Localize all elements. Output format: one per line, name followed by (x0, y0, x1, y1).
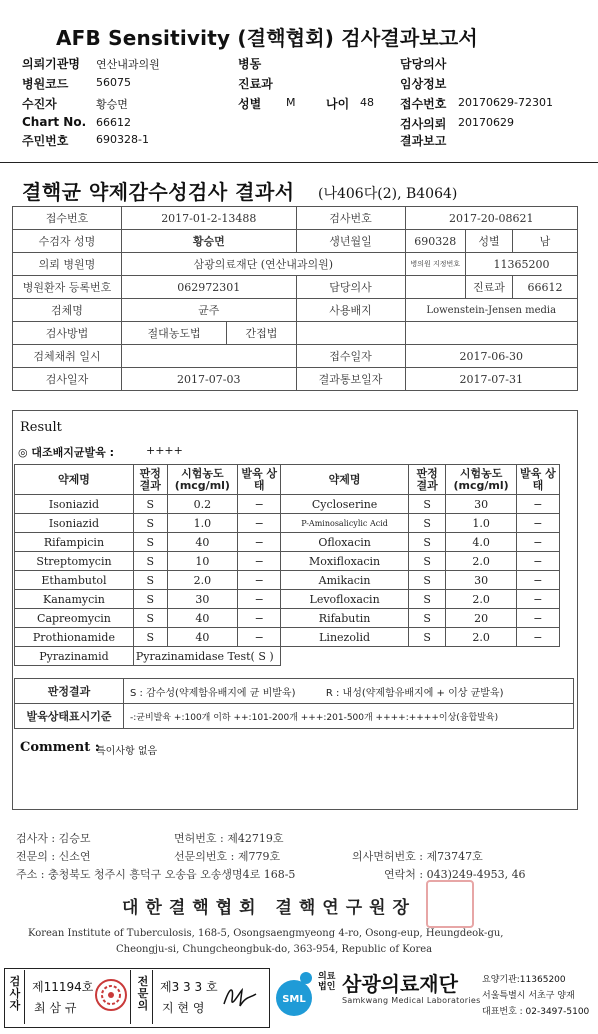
field-label-test-request: 검사의뢰 (400, 117, 447, 131)
info-label-notify: 결과통보일자 (296, 368, 405, 391)
pyrazinamidase-test: Pyrazinamidase Test( S ) (133, 647, 280, 666)
drug-conc-right: 1.0 (446, 514, 516, 533)
drug-conc-left: 30 (167, 590, 237, 609)
info-label-birth: 생년월일 (296, 230, 405, 253)
info-label-doctor: 담당의사 (296, 276, 405, 299)
legend-table (14, 678, 574, 729)
info-label-test-no: 검사번호 (296, 207, 405, 230)
institute-seal-icon (426, 880, 474, 928)
info-value-sex: 남 (513, 230, 578, 253)
legend-judge-values (124, 679, 574, 704)
drug-growth-left: − (238, 571, 281, 590)
drug-growth-right: − (516, 590, 559, 609)
drug-growth-right: − (516, 533, 559, 552)
drug-growth-left: − (238, 552, 281, 571)
sml-logo-text: SML (282, 994, 306, 1005)
field-label-chart-no: Chart No. (22, 115, 87, 129)
info-value-specimen: 균주 (122, 299, 297, 322)
drug-judge-right: S (408, 609, 446, 628)
drug-conc-left: 0.2 (167, 495, 237, 514)
drug-name-left: Prothionamide (15, 628, 134, 647)
drug-name-right: Rifabutin (281, 609, 409, 628)
sml-logo-icon (272, 966, 316, 1026)
drug-name-right: Linezolid (281, 628, 409, 647)
drug-judge-left: S (133, 495, 167, 514)
header-growth-right: 발육 상태 (516, 465, 559, 495)
org-address: 서울특별시 서초구 양재 (482, 991, 575, 1001)
drug-name-left: Kanamycin (15, 590, 134, 609)
drug-growth-right: − (516, 609, 559, 628)
scan-report-code: (나406다(2), B4064) (318, 186, 458, 202)
header-growth-left: 발육 상태 (238, 465, 281, 495)
info-label-sex: 성별 (466, 230, 513, 253)
drug-judge-right: S (408, 628, 446, 647)
drug-growth-right: − (516, 514, 559, 533)
address-english-line2: Cheongju-si, Chungcheongbuk-do, 363-954, Republic of Korea (116, 944, 433, 955)
drug-conc-right: 2.0 (446, 628, 516, 647)
field-value-institution: 연산내과의원 (96, 58, 160, 71)
field-label-institution: 의뢰기관명 (22, 57, 80, 71)
org-type-label: 의료법인 (318, 972, 336, 992)
drug-conc-left: 2.0 (167, 571, 237, 590)
patient-info-table (12, 206, 578, 391)
drug-name-left: Isoniazid (15, 495, 134, 514)
field-label-age: 나이 (326, 97, 350, 111)
drug-judge-right: S (408, 533, 446, 552)
tester-license-no: 제11194호 (32, 980, 94, 994)
footer-tester: 검사자 : 김승모 (16, 832, 91, 845)
drug-judge-left: S (133, 514, 167, 533)
field-label-ward: 병동 (238, 57, 262, 71)
tester-vertical-label: 검사자 (9, 975, 21, 1012)
drug-conc-left: 40 (167, 533, 237, 552)
info-empty-cell (405, 322, 577, 345)
field-label-department: 진료과 (238, 77, 273, 91)
info-value-collect (122, 345, 297, 368)
drug-name-left: Isoniazid (15, 514, 134, 533)
drug-growth-left: − (238, 590, 281, 609)
empty-cell (281, 647, 560, 666)
legend-judge-r: R : 내성(약제함유배지에 + 이상 균발육) (325, 687, 504, 699)
field-label-sex: 성별 (238, 97, 262, 111)
drug-judge-right: S (408, 590, 446, 609)
drug-name-right: Moxifloxacin (281, 552, 409, 571)
signature-divider (130, 970, 131, 1024)
legend-growth-label: 발육상태표시기준 (15, 704, 124, 729)
drug-conc-right: 4.0 (446, 533, 516, 552)
field-value-test-request: 20170629 (458, 116, 514, 129)
specialist-vertical-label: 전문의 (137, 975, 149, 1012)
info-label-dept: 진료과 (466, 276, 513, 299)
info-value-designated: 11365200 (466, 253, 578, 276)
table-row (15, 571, 560, 590)
specialist-name: 지 현 영 (162, 1001, 205, 1015)
drug-conc-right: 30 (446, 495, 516, 514)
drug-name-right: Ofloxacin (281, 533, 409, 552)
field-label-receipt-no: 접수번호 (400, 97, 447, 111)
legend-growth-text: -:균비발육 +:100개 이하 ++:101-200개 +++:201-500개 ++++:++++이상(융합발육) (124, 704, 574, 729)
drug-judge-right: S (408, 552, 446, 571)
drug-judge-left: S (133, 590, 167, 609)
info-label-designated: 병의원 지정번호 (405, 253, 465, 276)
drug-growth-right: − (516, 628, 559, 647)
header-conc-right: 시험농도 (mcg/ml) (446, 465, 516, 495)
org-phone: 대표번호 : 02-3497-5100 (482, 1007, 590, 1017)
drug-conc-left: 40 (167, 609, 237, 628)
drug-susceptibility-table (14, 464, 560, 666)
info-label-collect: 검체채취 일시 (13, 345, 122, 368)
tester-name: 최 삼 규 (34, 1001, 77, 1015)
drug-name-left: Ethambutol (15, 571, 134, 590)
address-english-line1: Korean Institute of Tuberculosis, 168-5, Osongsaengmyeong 4-ro, Osong-eup, Heungdeok-gu, (28, 928, 504, 939)
drug-growth-left: − (238, 514, 281, 533)
drug-growth-right: − (516, 552, 559, 571)
legend-judge-s: S : 감수성(약제함유배지에 균 비발육) (130, 687, 296, 699)
drug-judge-left: S (133, 571, 167, 590)
table-row (15, 495, 560, 514)
report-title: AFB Sensitivity (결핵협회) 검사결과보고서 (56, 26, 478, 50)
info-label-receipt-no: 접수번호 (13, 207, 122, 230)
table-row (15, 552, 560, 571)
field-value-hospital-code: 56075 (96, 76, 131, 89)
field-label-result-report: 결과보고 (400, 134, 447, 148)
field-label-resident-no: 주민번호 (22, 134, 69, 148)
info-value-birth: 690328 (405, 230, 465, 253)
field-value-age: 48 (360, 96, 374, 109)
drug-growth-right: − (516, 495, 559, 514)
drug-judge-right: S (408, 571, 446, 590)
info-label-medium: 사용배지 (296, 299, 405, 322)
header-divider (0, 162, 598, 163)
drug-conc-right: 2.0 (446, 590, 516, 609)
info-value-notify: 2017-07-31 (405, 368, 577, 391)
field-label-patient: 수진자 (22, 97, 57, 111)
drug-name-right: Cycloserine (281, 495, 409, 514)
drug-name-right: Amikacin (281, 571, 409, 590)
info-label-received: 접수일자 (296, 345, 405, 368)
info-label-method: 검사방법 (13, 322, 122, 345)
control-growth-label: ◎ 대조배지균발육 : (18, 446, 115, 459)
drug-conc-right: 2.0 (446, 552, 516, 571)
institute-name: 대한결핵협회 결핵연구원장 (122, 898, 416, 918)
drug-judge-right: S (408, 495, 446, 514)
drug-judge-left: S (133, 533, 167, 552)
scan-report-title: 결핵균 약제감수성검사 결과서 (22, 180, 295, 204)
info-value-testdate: 2017-07-03 (122, 368, 297, 391)
header-judge-left: 판정 결과 (133, 465, 167, 495)
org-english-name: Samkwang Medical Laboratories (342, 996, 481, 1005)
drug-conc-left: 10 (167, 552, 237, 571)
info-value-medium: Lowenstein-Jensen media (405, 299, 577, 322)
drug-growth-left: − (238, 533, 281, 552)
specialist-signature-icon (220, 982, 260, 1012)
header-drug-name-right: 약제명 (281, 465, 409, 495)
tester-seal-icon (94, 978, 128, 1012)
info-value-doctor (405, 276, 465, 299)
legend-judge-label: 판정결과 (15, 679, 124, 704)
control-growth-value: ++++ (146, 444, 183, 457)
footer-specialist-no: 선문의번호 : 제779호 (174, 850, 281, 863)
info-empty-cell (296, 322, 405, 345)
drug-conc-right: 20 (446, 609, 516, 628)
footer-doctor-no: 의사면허번호 : 제73747호 (352, 850, 483, 863)
drug-judge-left: S (133, 552, 167, 571)
info-value-method-indirect: 간접법 (227, 322, 296, 345)
drug-name-left: Streptomycin (15, 552, 134, 571)
drug-judge-right: S (408, 514, 446, 533)
info-value-received: 2017-06-30 (405, 345, 577, 368)
header-conc-left: 시험농도 (mcg/ml) (167, 465, 237, 495)
drug-growth-left: − (238, 495, 281, 514)
info-label-testdate: 검사일자 (13, 368, 122, 391)
info-value-test-no: 2017-20-08621 (405, 207, 577, 230)
table-row (15, 533, 560, 552)
comment-label: Comment : (20, 740, 100, 755)
drug-conc-right: 30 (446, 571, 516, 590)
drug-conc-left: 1.0 (167, 514, 237, 533)
field-label-doctor: 담당의사 (400, 57, 447, 71)
info-label-hospital: 의뢰 병원명 (13, 253, 122, 276)
comment-value: 특이사항 없음 (96, 746, 158, 757)
table-row (15, 514, 560, 533)
field-value-patient: 황승면 (96, 98, 128, 111)
drug-conc-left: 40 (167, 628, 237, 647)
drug-name-right: Levofloxacin (281, 590, 409, 609)
table-row (15, 609, 560, 628)
info-value-registration: 062972301 (122, 276, 297, 299)
field-value-chart-no: 66612 (96, 116, 131, 129)
info-label-patient: 수검자 성명 (13, 230, 122, 253)
drug-name-right: P-Aminosalicylic Acid (281, 514, 409, 533)
table-row (15, 628, 560, 647)
info-value-hospital: 삼광의료재단 (연산내과의원) (122, 253, 406, 276)
footer-address: 주소 : 충청북도 청주시 흥덕구 오송읍 오송생명4로 168-5 (16, 868, 296, 881)
info-value-dept: 66612 (513, 276, 578, 299)
field-value-receipt-no: 20170629-72301 (458, 96, 553, 109)
info-label-registration: 병원환자 등록번호 (13, 276, 122, 299)
field-label-clinical-info: 임상정보 (400, 77, 447, 91)
info-value-receipt-no: 2017-01-2-13488 (122, 207, 297, 230)
drug-growth-left: − (238, 628, 281, 647)
info-value-patient: 황승면 (122, 230, 297, 253)
footer-contact: 연락처 : 043)249-4953, 46 (384, 868, 526, 881)
drug-name-left: Capreomycin (15, 609, 134, 628)
field-value-sex: M (286, 96, 296, 109)
signature-divider (24, 970, 25, 1024)
field-value-resident-no: 690328-1 (96, 133, 149, 146)
drug-growth-left: − (238, 609, 281, 628)
org-name: 삼광의료재단 (342, 972, 458, 996)
field-label-hospital-code: 병원코드 (22, 77, 69, 91)
drug-growth-right: − (516, 571, 559, 590)
signature-divider (152, 970, 153, 1024)
info-label-specimen: 검체명 (13, 299, 122, 322)
info-value-method-absolute: 절대농도법 (122, 322, 227, 345)
drug-judge-left: S (133, 628, 167, 647)
table-row (15, 590, 560, 609)
header-judge-right: 판정 결과 (408, 465, 446, 495)
drug-name-pyrazinamid: Pyrazinamid (15, 647, 134, 666)
footer-license: 면허번호 : 제42719호 (174, 832, 284, 845)
table-row (15, 647, 560, 666)
org-code: 요양기관:11365200 (482, 975, 566, 985)
result-label: Result (20, 420, 62, 435)
drug-name-left: Rifampicin (15, 533, 134, 552)
header-drug-name-left: 약제명 (15, 465, 134, 495)
specialist-license-no: 제3 3 3 호 (160, 980, 218, 994)
footer-specialist: 전문의 : 신소연 (16, 850, 91, 863)
drug-judge-left: S (133, 609, 167, 628)
